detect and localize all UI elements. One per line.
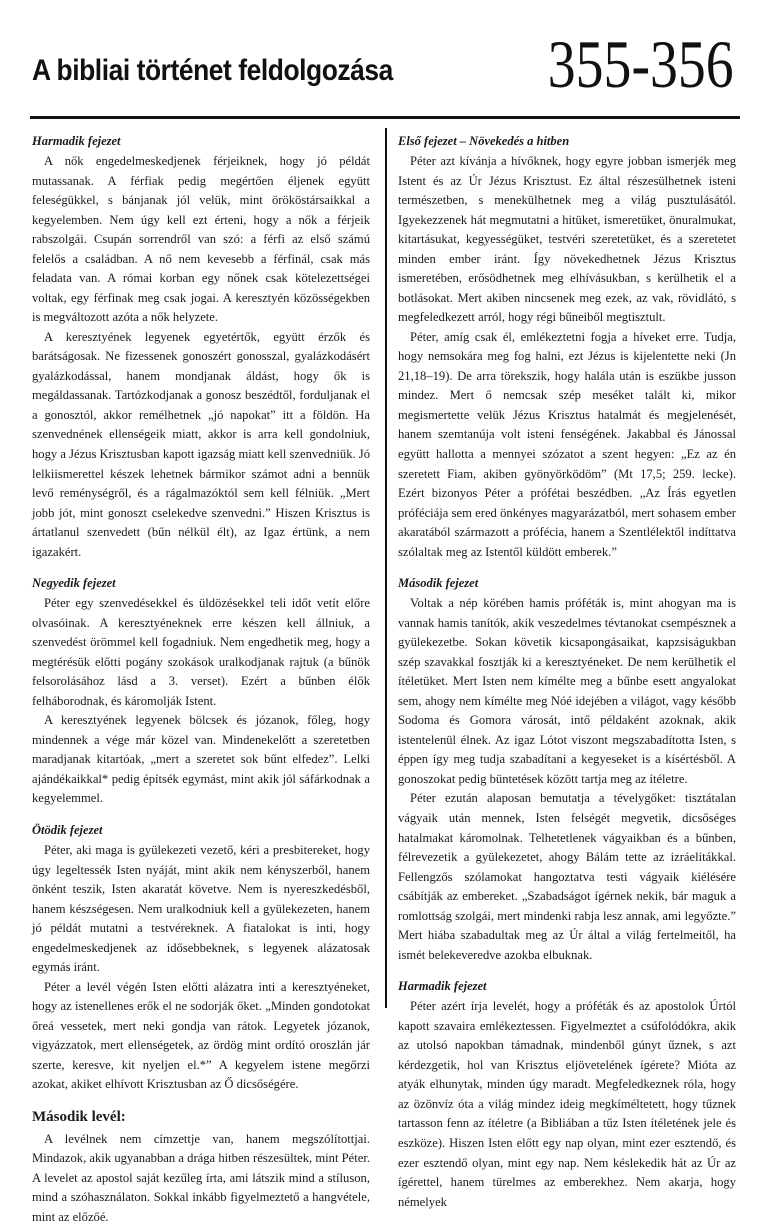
paragraph: A nők engedelmeskedjenek férjeiknek, hogy jó példát mutassanak. A férfiak pedig megértően éljenek együtt feleségükkel, s bánjanak jól velük, mint örököstársaikkal a kegyelemben. Nem úgy kell ezt érteni, hogy a nők a férjeik rabszolgái. Csupán sorrendről van szó: a férfi az első számú felelős a családban. A nő nem kevesebb a férfinál, csak más feladata van. A római korban egy nőnek csak kötelezettségei voltak, egy férfinak meg csak jogai. A keresztyén közösségekben is megváltozott azóta a nők helyzete. xyxy=(32,154,370,325)
header-rule xyxy=(30,116,740,119)
chapter-heading: Második fejezet xyxy=(398,576,479,591)
paragraph: A levélnek nem címzettje van, hanem megszólítottjai. Mindazok, akik ugyanabban a drága hitben részesültek, mint Péter. A levelet az apostol saját kezűleg írta, ami látszik mind a stíluson, mind a szóhasználaton. Sokkal inkább figyelmeztető a hangvétele, mint az előzőé. xyxy=(32,1131,370,1224)
chapter-heading: Ötödik fejezet xyxy=(32,823,103,837)
paragraph: Péter, amíg csak él, emlékeztetni fogja a híveket erre. Tudja, hogy nemsokára meg fog halni, ezt Jézus is kijelentette neki (Jn 21,18–19). De arra törekszik, hogy halála után is eszükbe jusson mindez. Mert ő nemcsak szép meséket talált ki, mikor megismertette velük Jézus Krisztus hatalmát és megjelenését, hanem szemtanúja volt isteni fenségének. Jakabbal és Jánossal együtt hallotta a mennyei szózatot a szent hegyen: „Ez az én szeretett Fiam, akiben gyönyörködöm” (Mt 17,5; 259. lecke). Ezért bizonyos Péter a prófétai beszédben. „Az Írás egyetlen próféciája sem ered önkényes magyarázatból, mert sohasem ember akaratából származott a prófécia, hanem a Szentlélektől indíttatva szólaltak meg az Istentől küldött emberek.” xyxy=(398,329,736,559)
paragraph: Péter egy szenvedésekkel és üldözésekkel teli időt vetít előre olvasóinak. A keresztyéneknek erre készen kell állniuk, a szenvedést örömmel kell fogadniuk. Nem engedhetik meg, hogy a megtérésük előtti pogány szokások uralkodjanak rajtuk (a bűnök felsorolásához lásd a 3. verset). Ezért a bűnben élők felháborodnak, és káromolják Istent. xyxy=(32,596,370,708)
chapter-heading: Harmadik fejezet xyxy=(32,134,121,148)
paragraph: Péter azért írja levelét, hogy a próféták és az apostolok Úrtól kapott szavaira emlékeztessen. Figyelmeztet a csúfolódókra, akik az utolsó napokban támadnak, mindenből gúnyt űznek, s azt kérdezgetik, hol van Krisztus eljövetelének ígérete? Mióta az atyák elhunytak, minden úgy maradt. Megfeledkeznek róla, hogy az özönvíz óta a világ mindez ideig megkíméltetett, hogy tűznek tartasson fenn az ítéletre (a Bibliában a tűz Isten ítéletének jele és eszköze). Hiszen Isten előtt egy nap olyan, mint ezer esztendő, és ezer esztendő olyan, mint egy nap. Nem késlekedik hát az Úr az ígérettel, hanem türelmes az emberekhez. Nem akarja, hogy némelyek xyxy=(398,999,736,1209)
page-number: 355-356 xyxy=(548,26,734,102)
chapter-heading: Negyedik fejezet xyxy=(32,576,116,591)
paragraph: Péter, aki maga is gyülekezeti vezető, kéri a presbitereket, hogy úgy legeltessék Isten nyáját, mint akik nem kényszerből, hanem önként teszik, Isten akaratát követve. Nem is nyereszkedésből, hanem készségesen. Nem uralkodniuk kell a gyülekezeten, hanem jó példát mutatni a testvéreknek. A fiatalokat is inti, hogy engedelmeskedjenek az idősebbeknek, s legyenek alázatosak egymás iránt. xyxy=(32,843,370,975)
paragraph: A keresztyének legyenek bölcsek és józanok, főleg, hogy mindennek a vége már közel van. Mindenekelőtt a szeretetben maradjanak kitartóak, „mert a szeretet sok bűnt elfedez”. Lelki ajándékaikkal* pedig építsék egymást, mint akik jól sáfárkodnak a kegyelemmel. xyxy=(32,713,370,806)
left-column xyxy=(32,133,370,1224)
column-divider xyxy=(385,128,387,1008)
page-header xyxy=(0,0,768,120)
paragraph: Voltak a nép körében hamis próféták is, mint ahogyan ma is vannak hamis tanítók, akik veszedelmes tévtanokat csempésznek a gyülekezetbe. Sokan követik kicsapongásaikat, kapzsiságukban szép szavakkal fosztják ki a keresztyéneket. De nem kerülhetik el ítéletüket. Mert Isten nem kímélte meg a bűnbe esett angyalokat sem, ahogy nem kímélte meg Nóé idejében a világot, vagy később Sodoma és Gomora városát, intő példaként azoknak, akik istentelenül élnek. Az igaz Lótot viszont megszabadította Isten, s éppen így meg tudja szabadítani a kegyeseket is a kísértésből. A gonoszokat pedig büntetések között tartja meg az ítéletre. xyxy=(398,596,736,786)
paragraph: Péter azt kívánja a hívőknek, hogy egyre jobban ismerjék meg Istent és az Úr Jézus Krisztust. Ez által részesülhetnek isteni természetben, s menekülhetnek meg a világ pusztulásától. Igyekezzenek hát megmutatni a hitüket, ismeretüket, önuralmukat, kitartásukat, kegyességüket, testvéri szeretetüket, és a szeretetet minden ember iránt. Így növekedhetnek Jézus Krisztus ismeretében, erősödhetnek meg elhívásukban, s kerülhetik el a botlásokat. Mert akiben nincsenek meg ezek, az vak, rövidlátó, s megfeledkezett arról, hogy régi bűneiből megtisztult. xyxy=(398,154,736,325)
chapter-heading: Első fejezet – Növekedés a hitben xyxy=(398,134,570,148)
right-column xyxy=(398,133,736,1209)
page-title: A bibliai történet feldolgozása xyxy=(32,54,393,87)
paragraph: A keresztyének legyenek egyetértők, együtt érzők és barátságosak. Ne fizessenek gonoszért gonosszal, gyalázkodásért gyalázkodással, hanem mondjanak áldást, hogy ők is megáldassanak. Tartózkodjanak a gonosz beszédtől, forduljanak el a gonosztól, akkor remélhetnek „jó napokat” itt a földön. Ha szenvednének ellenségeik miatt, akkor is arra kell gondolniuk, hogy a Jézus Krisztusban kapott igazság miatt kell szenvedniük. Jó lelkiismerettel készek lehetnek bármikor számot adni a bennük levő reménységről, és a rágalmazóktól sem kell félniük. „Mert jobb jót, mint gonoszt cselekedve szenvedni.” Hiszen Krisztus is ártatlanul szenvedett (bűn nélkül élt), az Igaz értünk, a nem igazakért. xyxy=(32,329,370,559)
chapter-heading: Harmadik fejezet xyxy=(398,979,487,994)
section-heading: Második levél: xyxy=(32,1108,126,1125)
paragraph: Péter ezután alaposan bemutatja a tévelygőket: tisztátalan vágyaik után mennek, Isten felségét megvetik, dicsőséges hatalmakat káromolnak. Telhetetlenek vágyaikban és a bűnben, félrevezetik a gyülekezetet, ahogy Bálám tette az izráelitákkal. Fellengzős szólamokat hangoztatva testi vágyaik kiélésére csábítják az embereket. „Szabadságot ígérnek nekik, bár maguk a romlottság szolgái, mert mindenki rabja lesz annak, ami legyőzte.” Mert hiába szabadultak meg az Úr által a világ fertelmeitől, ha ismét belekeveredve azokba elbuknak. xyxy=(398,791,736,962)
paragraph: Péter a levél végén Isten előtti alázatra inti a keresztyéneket, hogy az istenellenes erők el ne sodorják őket. „Minden gondotokat őreá vessetek, mert neki gondja van rátok. Legyetek józanok, vigyázzatok, mert ellenségetek, az ördög mint ordító oroszlán jár szerte, keresve, kit nyeljen el.*” A kegyelem istene megőrzi azokat, akiket elhívott Krisztusban az Ő dicsőségére. xyxy=(32,979,370,1092)
